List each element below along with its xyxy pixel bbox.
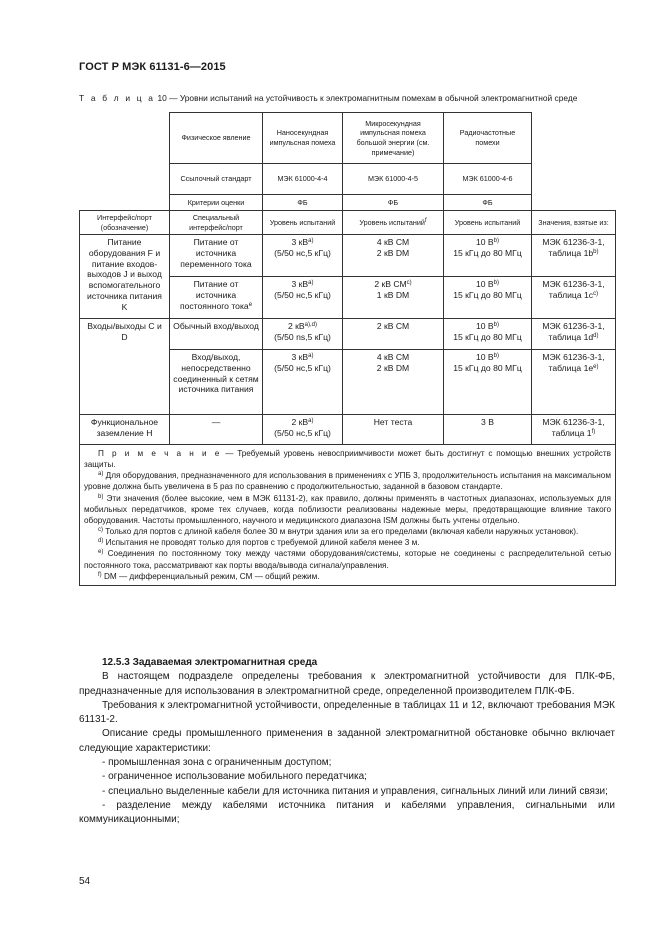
source-table: таблица 1е <box>548 362 594 373</box>
footnote-ref: e <box>248 301 253 308</box>
micro-level-cell <box>343 350 444 415</box>
radio-level-cell <box>444 350 532 415</box>
values-source-cell <box>532 277 616 319</box>
footnote-ref: a) <box>308 280 314 286</box>
header-test-level-micro-text: Уровень испытаний <box>359 217 425 227</box>
source-table: таблица 1с <box>548 289 594 300</box>
criteria-micro: ФБ <box>343 195 444 211</box>
values-source-cell <box>532 319 616 350</box>
table-notes <box>80 445 616 586</box>
footnote-mark: f) <box>98 571 102 578</box>
footnote-ref: c) <box>406 280 412 286</box>
ref-standard-nano: МЭК 61000-4-4 <box>263 164 343 195</box>
radio-level: 10 В <box>475 321 494 331</box>
header-test-level-micro <box>343 211 444 235</box>
nano-params: (5/50 нс,5 кГц) <box>274 362 331 373</box>
footnote-ref: a),d) <box>304 322 317 328</box>
blank-corner-cell <box>80 113 170 211</box>
source-table: таблица 1d <box>548 331 594 342</box>
table-caption-text: 10 — Уровни испытаний на устойчивость к электромагнитным помехам в обычной электромагнитной среде <box>155 93 578 103</box>
footnote-f <box>84 571 611 582</box>
nano-level: 3 кВ <box>291 279 309 289</box>
footnote-ref: e) <box>593 363 599 370</box>
radio-range: 15 кГц до 80 МГц <box>453 247 522 258</box>
header-values-source: Значения, взятые из: <box>532 211 616 235</box>
nano-params: (5/50 нс,5 кГц) <box>274 427 331 438</box>
blank-corner-cell-right <box>532 113 616 211</box>
table-caption-prefix: Т а б л и ц а <box>79 93 156 103</box>
micro-level-cell <box>343 235 444 277</box>
header-test-level-radio: Уровень испытаний <box>444 211 532 235</box>
table-row <box>80 235 616 277</box>
micro-level-cm: 4 кВ СМ <box>376 352 410 362</box>
footnote-mark: e) <box>98 549 104 556</box>
footnote-ref: b) <box>493 238 500 244</box>
footnote-text: Соединения по постоянному току между частями оборудования/системы, которые не соединены с распределительной сетью постоянного тока, рассматривают как порты ввода/вывода сигнала/управления. <box>84 549 611 570</box>
iface-functional-ground: Функциональное заземление H <box>80 415 170 445</box>
values-source-cell <box>532 415 616 445</box>
iface-io-c-d: Входы/выходы C и D <box>80 319 170 415</box>
header-microsecond-pulse: Микросекундная импульсная помеха большой энергии (см. примечание) <box>343 113 444 164</box>
page-number: 54 <box>79 876 91 887</box>
footnote-c <box>84 526 611 537</box>
nano-params: (5/50 ns,5 кГц) <box>274 331 331 342</box>
special-dc-power-cell <box>170 277 263 319</box>
criteria-nano: ФБ <box>263 195 343 211</box>
radio-level-cell <box>444 235 532 277</box>
footnote-text: Для оборудования, предназначенного для использования в применениях с УПБ 3, продолжительность испытания на максимальном уровне должна быть увеличена в 5 раз по сравнению с продолжительностью, заданной в базовом стандарте. <box>84 471 611 492</box>
table-caption <box>79 93 577 103</box>
nano-level-cell <box>263 319 343 350</box>
nano-level-cell <box>263 415 343 445</box>
footnote-ref: b) <box>493 353 500 359</box>
nano-level: 2 кВ <box>287 321 305 331</box>
special-dc-power: Питание от источника постоянного тока <box>179 279 249 311</box>
header-radio-interference: Радиочастотные помехи <box>444 113 532 164</box>
nano-level: 3 кВ <box>291 237 309 247</box>
special-io-to-mains: Вход/выход, непосредственно соединенный к сетям источника питания <box>170 350 263 415</box>
source-standard: МЭК 61236-3-1, <box>542 237 605 247</box>
source-standard: МЭК 61236-3-1, <box>542 417 605 427</box>
micro-level-cell: Нет теста <box>343 415 444 445</box>
header-test-level-micro-sup: f <box>424 217 427 224</box>
header-criteria: Критерии оценки <box>170 195 263 211</box>
list-item: - специально выделенные кабели для источника питания и управления, сигнальных линий или линий связи; <box>102 785 608 797</box>
footnote-mark: b) <box>98 493 104 500</box>
list-item: - ограниченное использование мобильного передатчика; <box>102 771 367 783</box>
radio-level-cell <box>444 277 532 319</box>
nano-level-cell <box>263 350 343 415</box>
emc-test-levels-table <box>79 112 616 586</box>
table-row <box>80 319 616 350</box>
micro-level-cm: 2 кВ СМ <box>374 279 407 289</box>
nano-params: (5/50 нс,5 кГц) <box>274 247 331 258</box>
footnote-text: DM — дифференциальный режим, СМ — общий режим. <box>101 571 320 581</box>
radio-range: 15 кГц до 80 МГц <box>453 331 522 342</box>
header-nanosecond-pulse: Наносекундная импульсная помеха <box>263 113 343 164</box>
ref-standard-radio: МЭК 61000-4-6 <box>444 164 532 195</box>
iface-power-supply: Питание оборудования F и питание входов-выходов J и выход вспомогательного источника питания K <box>80 235 170 319</box>
paragraph: Описание среды промышленного применения в заданной электромагнитной обстановке обычно включает следующие характеристики: <box>79 728 615 754</box>
footnote-ref: b) <box>493 322 500 328</box>
nano-level-cell <box>263 277 343 319</box>
values-source-cell <box>532 235 616 277</box>
nano-level: 3 кВ <box>291 352 309 362</box>
header-reference-standard: Ссылочный стандарт <box>170 164 263 195</box>
footnote-ref: d) <box>593 332 599 339</box>
source-standard: МЭК 61236-3-1, <box>542 321 605 331</box>
radio-level: 10 В <box>475 237 494 247</box>
footnote-d <box>84 537 611 548</box>
ref-standard-micro: МЭК 61000-4-5 <box>343 164 444 195</box>
micro-level-cm: 4 кВ СМ <box>376 237 410 247</box>
footnote-ref: b) <box>493 280 500 286</box>
footnote-mark: a) <box>98 471 104 478</box>
note-general <box>84 448 611 470</box>
source-standard: МЭК 61236-3-1, <box>542 352 605 362</box>
section-heading: 12.5.3 Задаваемая электромагнитная среда <box>102 657 318 668</box>
document-id: ГОСТ Р МЭК 61131-6—2015 <box>79 61 226 73</box>
list-item: - разделение между кабелями источника питания и кабелями управления, сигнальными или коммуникационными; <box>79 799 615 826</box>
footnote-a <box>84 470 611 492</box>
footnote-ref: a) <box>308 418 314 424</box>
footnote-ref: a) <box>308 353 314 359</box>
footnote-e <box>84 548 611 570</box>
nano-params: (5/50 нс,5 кГц) <box>274 289 331 300</box>
footnote-ref: a) <box>308 238 314 244</box>
nano-level: 2 кВ <box>291 417 309 427</box>
footnote-text: Испытания не проводят только для портов с требуемой длиной кабеля менее 3 м. <box>103 538 420 548</box>
micro-level-cm: 2 кВ СМ <box>376 321 410 331</box>
special-regular-io: Обычный вход/выход <box>170 319 263 350</box>
footnote-mark: d) <box>98 538 104 545</box>
micro-level-cell <box>343 277 444 319</box>
footnote-ref: c) <box>593 290 599 297</box>
footnote-text: Эти значения (более высокие, чем в МЭК 61131-2), как правило, должны применять в частотных диапазонах, используемых для мобильных передатчиков, кроме тех случаев, когда поблизости реализованы надежные меры, предотвращающие влияние такого оборудования. Частоты промышленного, научного и медицинского диапазона ISM должны быть учтены отдельно. <box>84 493 611 525</box>
radio-range: 15 кГц до 80 МГц <box>453 289 522 300</box>
paragraph: В настоящем подразделе определены требования к электромагнитной устойчивости для ПЛК-ФБ, предназначенные для использования в электромагнитной среде, определенной производителем ПЛК-ФБ. <box>79 671 615 697</box>
note-text: — Требуемый уровень невосприимчивости может быть достигнут с помощью внешних устройств защиты. <box>84 449 611 470</box>
section-body <box>79 656 615 828</box>
nano-level-cell <box>263 235 343 277</box>
header-phys-phenomenon: Физическое явление <box>170 113 263 164</box>
radio-level: 10 В <box>475 279 494 289</box>
radio-level: 10 В <box>475 352 494 362</box>
micro-level-dm: 2 кВ DM <box>376 362 410 373</box>
special-none: — <box>170 415 263 445</box>
header-test-level-nano: Уровень испытаний <box>263 211 343 235</box>
special-ac-power: Питание от источника переменного тока <box>170 235 263 277</box>
micro-level-dm: 2 кВ DM <box>376 247 410 258</box>
source-table: таблица 1b <box>548 247 594 258</box>
source-standard: МЭК 61236-3-1, <box>542 279 605 289</box>
note-label: П р и м е ч а н и е <box>98 449 222 458</box>
list-item: - промышленная зона с ограниченным доступом; <box>102 757 332 769</box>
micro-level-cell <box>343 319 444 350</box>
micro-level-dm: 1 кВ DM <box>376 289 410 300</box>
footnote-text: Только для портов с длиной кабеля более 30 м внутри здания или за его пределами (включая кабели наружных установок). <box>103 527 579 537</box>
radio-level-cell: 3 В <box>444 415 532 445</box>
table-row <box>80 415 616 445</box>
radio-level-cell <box>444 319 532 350</box>
footnote-ref: f) <box>591 428 596 435</box>
footnote-b <box>84 493 611 526</box>
footnote-ref: b) <box>593 248 599 255</box>
criteria-radio: ФБ <box>444 195 532 211</box>
values-source-cell <box>532 350 616 415</box>
header-interface-port: Интерфейс/порт (обозначение) <box>80 211 170 235</box>
paragraph: Требования к электромагнитной устойчивости, определенные в таблицах 11 и 12, включают требования МЭК 61131-2. <box>79 699 615 726</box>
header-special-interface: Специальный интерфейс/порт <box>170 211 263 235</box>
radio-range: 15 кГц до 80 МГц <box>453 362 522 373</box>
footnote-mark: c) <box>98 527 103 534</box>
table-notes-row <box>80 445 616 586</box>
source-table: таблица 1 <box>551 427 592 438</box>
